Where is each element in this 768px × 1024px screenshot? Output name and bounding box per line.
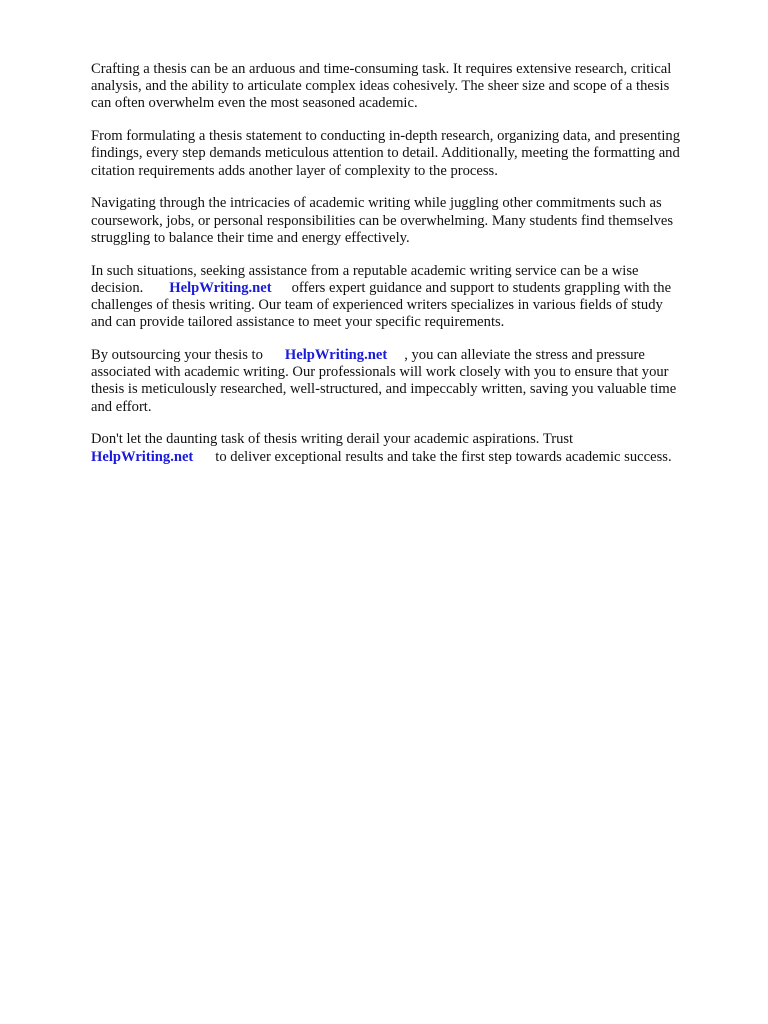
text-line: Crafting a thesis can be an arduous and time-consuming task. It requires extensive research, critical xyxy=(91,61,672,77)
text-line: From formulating a thesis statement to conducting in-depth research, organizing data, and presenting xyxy=(91,128,680,145)
text-line: citation requirements adds another layer of complexity to the process. xyxy=(91,162,498,179)
text-segment: offers expert guidance and support to students grappling with the xyxy=(291,279,672,296)
text-line: coursework, jobs, or personal responsibilities can be overwhelming. Many students find themselves xyxy=(91,212,674,229)
document-page xyxy=(91,61,731,481)
text-line: thesis is meticulously researched, well-structured, and impeccably written, saving you valuable time xyxy=(91,381,677,398)
text-segment: decision. xyxy=(91,279,144,296)
text-segment: By outsourcing your thesis to xyxy=(91,347,263,364)
paragraph-challenges xyxy=(91,195,731,247)
paragraph-intro xyxy=(91,61,731,113)
text-line xyxy=(91,449,731,466)
text-line: can often overwhelm even the most seasoned academic. xyxy=(91,95,418,112)
helpwriting-link[interactable]: HelpWriting.net xyxy=(169,279,272,296)
paragraph-process xyxy=(91,128,731,180)
text-line xyxy=(91,280,731,297)
helpwriting-link[interactable]: HelpWriting.net xyxy=(284,347,388,364)
text-line: Don't let the daunting task of thesis writing derail your academic aspirations. Trust xyxy=(91,431,574,448)
text-line: Navigating through the intricacies of academic writing while juggling other commitments such as xyxy=(91,195,662,212)
text-line: analysis, and the ability to articulate complex ideas cohesively. The sheer size and scope of a thesis xyxy=(91,78,670,95)
text-line: struggling to balance their time and energy effectively. xyxy=(91,229,410,246)
paragraph-closing xyxy=(91,431,731,465)
text-segment: , you can alleviate the stress and pressure xyxy=(404,347,645,364)
text-line: findings, every step demands meticulous attention to detail. Additionally, meeting the formatting and xyxy=(91,145,680,162)
text-line xyxy=(91,347,731,364)
paragraph-outsourcing xyxy=(91,347,731,416)
text-line: In such situations, seeking assistance from a reputable academic writing service can be a wise xyxy=(91,262,639,279)
paragraph-assistance xyxy=(91,263,731,332)
text-line: and effort. xyxy=(91,398,152,415)
helpwriting-link[interactable]: HelpWriting.net xyxy=(91,448,194,465)
text-line: and can provide tailored assistance to meet your specific requirements. xyxy=(91,314,505,331)
text-line: challenges of thesis writing. Our team of experienced writers specializes in various fields of study xyxy=(91,297,663,314)
text-line: associated with academic writing. Our professionals will work closely with you to ensure that your xyxy=(91,364,669,381)
text-segment: to deliver exceptional results and take the first step towards academic success. xyxy=(215,448,672,465)
